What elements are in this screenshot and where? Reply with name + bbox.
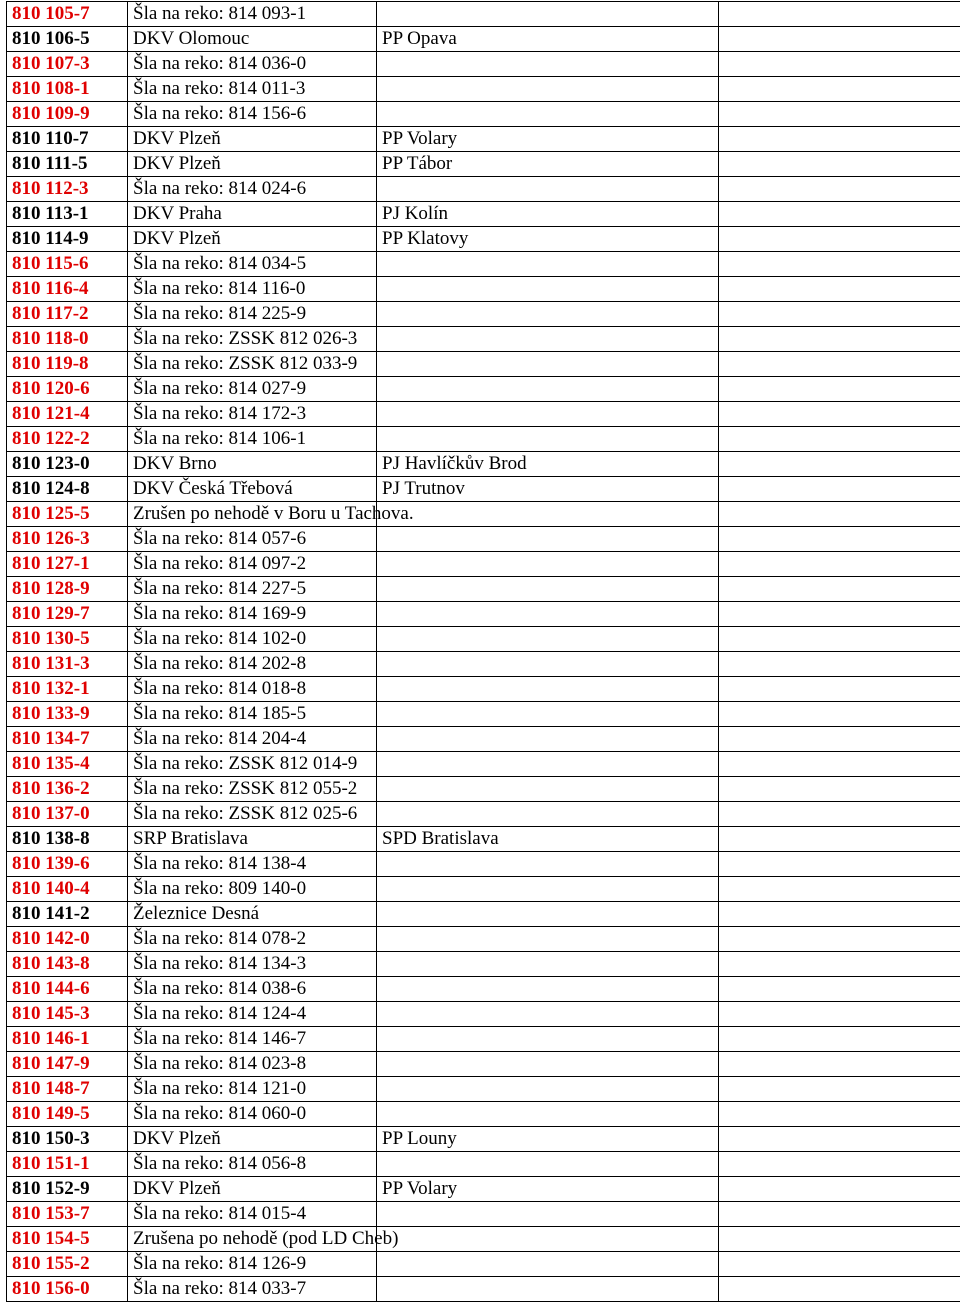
table-row [7, 1152, 960, 1177]
empty-cell [719, 477, 960, 502]
status-note: Šla na reko: 814 033-7 [128, 1277, 377, 1302]
status-note: Šla na reko: 809 140-0 [128, 877, 377, 902]
table-row [7, 1102, 960, 1127]
empty-cell [719, 677, 960, 702]
table-row [7, 1052, 960, 1077]
locomotive-number: 810 139-6 [7, 852, 128, 877]
empty-cell [719, 702, 960, 727]
status-note: DKV Plzeň [128, 227, 377, 252]
table-row [7, 1252, 960, 1277]
depot-unit [377, 1277, 719, 1302]
empty-cell [719, 527, 960, 552]
depot-unit [377, 327, 719, 352]
depot-unit [377, 427, 719, 452]
status-note: Šla na reko: 814 138-4 [128, 852, 377, 877]
empty-cell [719, 227, 960, 252]
table-row [7, 152, 960, 177]
depot-unit: PP Opava [377, 27, 719, 52]
depot-unit [377, 977, 719, 1002]
table-row [7, 1227, 960, 1252]
status-note: Šla na reko: 814 057-6 [128, 527, 377, 552]
depot-unit [377, 352, 719, 377]
locomotive-number: 810 138-8 [7, 827, 128, 852]
depot-unit: PP Volary [377, 1177, 719, 1202]
table-row [7, 552, 960, 577]
depot-unit [377, 2, 719, 27]
empty-cell [719, 452, 960, 477]
empty-cell [719, 1052, 960, 1077]
depot-unit [377, 77, 719, 102]
locomotive-number: 810 129-7 [7, 602, 128, 627]
status-note: Šla na reko: 814 227-5 [128, 577, 377, 602]
locomotive-number: 810 128-9 [7, 577, 128, 602]
depot-unit [377, 1202, 719, 1227]
table-row [7, 402, 960, 427]
locomotive-number: 810 144-6 [7, 977, 128, 1002]
table-row [7, 852, 960, 877]
status-note: Šla na reko: 814 134-3 [128, 952, 377, 977]
depot-unit [377, 1252, 719, 1277]
status-note: Šla na reko: 814 036-0 [128, 52, 377, 77]
depot-unit: PJ Havlíčkův Brod [377, 452, 719, 477]
empty-cell [719, 852, 960, 877]
empty-cell [719, 877, 960, 902]
status-note: Šla na reko: 814 060-0 [128, 1102, 377, 1127]
locomotive-number: 810 118-0 [7, 327, 128, 352]
depot-unit [377, 1227, 719, 1252]
empty-cell [719, 127, 960, 152]
table-row [7, 127, 960, 152]
status-note: Šla na reko: 814 078-2 [128, 927, 377, 952]
status-note: Šla na reko: 814 056-8 [128, 1152, 377, 1177]
table-row [7, 477, 960, 502]
empty-cell [719, 102, 960, 127]
table-row [7, 327, 960, 352]
empty-cell [719, 902, 960, 927]
locomotive-number: 810 131-3 [7, 652, 128, 677]
locomotive-number: 810 148-7 [7, 1077, 128, 1102]
locomotive-number: 810 111-5 [7, 152, 128, 177]
status-note: Železnice Desná [128, 902, 377, 927]
empty-cell [719, 952, 960, 977]
empty-cell [719, 377, 960, 402]
empty-cell [719, 77, 960, 102]
table-row [7, 677, 960, 702]
depot-unit: PP Klatovy [377, 227, 719, 252]
locomotive-number: 810 136-2 [7, 777, 128, 802]
status-note: DKV Brno [128, 452, 377, 477]
status-note: Šla na reko: 814 034-5 [128, 252, 377, 277]
locomotive-number: 810 120-6 [7, 377, 128, 402]
status-note: Šla na reko: 814 097-2 [128, 552, 377, 577]
status-note: Šla na reko: 814 106-1 [128, 427, 377, 452]
locomotive-number: 810 105-7 [7, 2, 128, 27]
table-row [7, 802, 960, 827]
depot-unit [377, 252, 719, 277]
empty-cell [719, 1102, 960, 1127]
status-note: Šla na reko: 814 018-8 [128, 677, 377, 702]
locomotive-number: 810 107-3 [7, 52, 128, 77]
depot-unit [377, 1102, 719, 1127]
table-row [7, 277, 960, 302]
table-row [7, 177, 960, 202]
depot-unit [377, 852, 719, 877]
empty-cell [719, 827, 960, 852]
table-row [7, 827, 960, 852]
empty-cell [719, 52, 960, 77]
depot-unit [377, 377, 719, 402]
locomotive-number: 810 153-7 [7, 1202, 128, 1227]
depot-unit [377, 1027, 719, 1052]
status-note: Šla na reko: 814 024-6 [128, 177, 377, 202]
status-note: DKV Praha [128, 202, 377, 227]
depot-unit [377, 1152, 719, 1177]
depot-unit [377, 302, 719, 327]
locomotive-number: 810 134-7 [7, 727, 128, 752]
depot-unit: PJ Trutnov [377, 477, 719, 502]
depot-unit: SPD Bratislava [377, 827, 719, 852]
empty-cell [719, 177, 960, 202]
table-row [7, 1127, 960, 1152]
empty-cell [719, 652, 960, 677]
table-row [7, 452, 960, 477]
empty-cell [719, 1152, 960, 1177]
table-row [7, 202, 960, 227]
locomotive-number: 810 125-5 [7, 502, 128, 527]
status-note: Šla na reko: 814 204-4 [128, 727, 377, 752]
empty-cell [719, 427, 960, 452]
table-row [7, 352, 960, 377]
status-note: Šla na reko: 814 225-9 [128, 302, 377, 327]
empty-cell [719, 727, 960, 752]
depot-unit [377, 527, 719, 552]
status-note: Šla na reko: 814 169-9 [128, 602, 377, 627]
table-row [7, 577, 960, 602]
locomotive-number: 810 117-2 [7, 302, 128, 327]
table-row [7, 252, 960, 277]
depot-unit [377, 802, 719, 827]
empty-cell [719, 1002, 960, 1027]
locomotive-number: 810 110-7 [7, 127, 128, 152]
empty-cell [719, 1227, 960, 1252]
empty-cell [719, 152, 960, 177]
locomotive-number: 810 145-3 [7, 1002, 128, 1027]
locomotive-number: 810 152-9 [7, 1177, 128, 1202]
depot-unit [377, 952, 719, 977]
status-note: Šla na reko: 814 023-8 [128, 1052, 377, 1077]
empty-cell [719, 502, 960, 527]
depot-unit [377, 577, 719, 602]
depot-unit [377, 552, 719, 577]
locomotive-number: 810 108-1 [7, 77, 128, 102]
empty-cell [719, 802, 960, 827]
status-note: Šla na reko: 814 124-4 [128, 1002, 377, 1027]
locomotive-number: 810 156-0 [7, 1277, 128, 1302]
locomotive-number: 810 122-2 [7, 427, 128, 452]
empty-cell [719, 1252, 960, 1277]
table-row [7, 377, 960, 402]
locomotive-number: 810 151-1 [7, 1152, 128, 1177]
depot-unit: PP Volary [377, 127, 719, 152]
depot-unit [377, 102, 719, 127]
status-note: Šla na reko: ZSSK 812 033-9 [128, 352, 377, 377]
register-body [7, 2, 960, 1302]
status-note: Šla na reko: ZSSK 812 014-9 [128, 752, 377, 777]
depot-unit [377, 727, 719, 752]
table-row [7, 77, 960, 102]
depot-unit: PP Louny [377, 1127, 719, 1152]
table-row [7, 1002, 960, 1027]
table-row [7, 302, 960, 327]
locomotive-number: 810 154-5 [7, 1227, 128, 1252]
locomotive-number: 810 146-1 [7, 1027, 128, 1052]
status-note: Zrušena po nehodě (pod LD Cheb) [128, 1227, 377, 1252]
status-note: Šla na reko: 814 093-1 [128, 2, 377, 27]
status-note: Šla na reko: ZSSK 812 055-2 [128, 777, 377, 802]
empty-cell [719, 577, 960, 602]
locomotive-number: 810 123-0 [7, 452, 128, 477]
table-row [7, 652, 960, 677]
status-note: Šla na reko: 814 038-6 [128, 977, 377, 1002]
empty-cell [719, 1277, 960, 1302]
table-row [7, 1202, 960, 1227]
status-note: DKV Česká Třebová [128, 477, 377, 502]
depot-unit: PP Tábor [377, 152, 719, 177]
empty-cell [719, 327, 960, 352]
empty-cell [719, 402, 960, 427]
table-row [7, 777, 960, 802]
status-note: Šla na reko: 814 011-3 [128, 77, 377, 102]
status-note: Šla na reko: 814 172-3 [128, 402, 377, 427]
status-note: Šla na reko: 814 146-7 [128, 1027, 377, 1052]
empty-cell [719, 602, 960, 627]
depot-unit [377, 702, 719, 727]
table-row [7, 27, 960, 52]
status-note: Šla na reko: 814 185-5 [128, 702, 377, 727]
status-note: DKV Plzeň [128, 127, 377, 152]
locomotive-number: 810 126-3 [7, 527, 128, 552]
depot-unit [377, 177, 719, 202]
locomotive-number: 810 130-5 [7, 627, 128, 652]
table-row [7, 977, 960, 1002]
empty-cell [719, 1027, 960, 1052]
table-row [7, 427, 960, 452]
table-row [7, 752, 960, 777]
table-row [7, 877, 960, 902]
empty-cell [719, 977, 960, 1002]
status-note: SRP Bratislava [128, 827, 377, 852]
depot-unit [377, 777, 719, 802]
depot-unit [377, 902, 719, 927]
table-row [7, 527, 960, 552]
depot-unit [377, 627, 719, 652]
depot-unit [377, 752, 719, 777]
locomotive-number: 810 116-4 [7, 277, 128, 302]
table-row [7, 2, 960, 27]
table-row [7, 902, 960, 927]
locomotive-number: 810 135-4 [7, 752, 128, 777]
depot-unit [377, 52, 719, 77]
empty-cell [719, 352, 960, 377]
table-row [7, 502, 960, 527]
empty-cell [719, 27, 960, 52]
status-note: Šla na reko: 814 015-4 [128, 1202, 377, 1227]
table-row [7, 1077, 960, 1102]
table-row [7, 927, 960, 952]
status-note: Šla na reko: 814 156-6 [128, 102, 377, 127]
locomotive-number: 810 115-6 [7, 252, 128, 277]
locomotive-number: 810 141-2 [7, 902, 128, 927]
status-note: Šla na reko: 814 116-0 [128, 277, 377, 302]
empty-cell [719, 777, 960, 802]
depot-unit [377, 1052, 719, 1077]
empty-cell [719, 302, 960, 327]
depot-unit [377, 277, 719, 302]
locomotive-number: 810 119-8 [7, 352, 128, 377]
locomotive-number: 810 127-1 [7, 552, 128, 577]
status-note: Šla na reko: 814 126-9 [128, 1252, 377, 1277]
empty-cell [719, 927, 960, 952]
empty-cell [719, 2, 960, 27]
status-note: Zrušen po nehodě v Boru u Tachova. [128, 502, 377, 527]
locomotive-number: 810 113-1 [7, 202, 128, 227]
locomotive-number: 810 112-3 [7, 177, 128, 202]
empty-cell [719, 1202, 960, 1227]
depot-unit [377, 1002, 719, 1027]
locomotive-number: 810 132-1 [7, 677, 128, 702]
locomotive-number: 810 143-8 [7, 952, 128, 977]
table-row [7, 102, 960, 127]
locomotive-number: 810 155-2 [7, 1252, 128, 1277]
locomotive-number: 810 124-8 [7, 477, 128, 502]
empty-cell [719, 252, 960, 277]
depot-unit [377, 677, 719, 702]
table-row [7, 1177, 960, 1202]
locomotive-number: 810 106-5 [7, 27, 128, 52]
table-row [7, 702, 960, 727]
table-row [7, 227, 960, 252]
depot-unit [377, 927, 719, 952]
locomotive-register-table [6, 1, 960, 1302]
status-note: Šla na reko: 814 121-0 [128, 1077, 377, 1102]
status-note: Šla na reko: 814 202-8 [128, 652, 377, 677]
locomotive-number: 810 121-4 [7, 402, 128, 427]
table-row [7, 952, 960, 977]
depot-unit [377, 602, 719, 627]
depot-unit: PJ Kolín [377, 202, 719, 227]
locomotive-number: 810 114-9 [7, 227, 128, 252]
depot-unit [377, 502, 719, 527]
status-note: Šla na reko: ZSSK 812 025-6 [128, 802, 377, 827]
status-note: Šla na reko: 814 027-9 [128, 377, 377, 402]
locomotive-number: 810 147-9 [7, 1052, 128, 1077]
locomotive-number: 810 142-0 [7, 927, 128, 952]
locomotive-number: 810 109-9 [7, 102, 128, 127]
table-row [7, 1277, 960, 1302]
status-note: Šla na reko: 814 102-0 [128, 627, 377, 652]
depot-unit [377, 652, 719, 677]
empty-cell [719, 1077, 960, 1102]
depot-unit [377, 402, 719, 427]
empty-cell [719, 277, 960, 302]
empty-cell [719, 202, 960, 227]
locomotive-number: 810 137-0 [7, 802, 128, 827]
status-note: DKV Plzeň [128, 152, 377, 177]
table-row [7, 52, 960, 77]
status-note: DKV Plzeň [128, 1127, 377, 1152]
status-note: DKV Olomouc [128, 27, 377, 52]
status-note: Šla na reko: ZSSK 812 026-3 [128, 327, 377, 352]
empty-cell [719, 552, 960, 577]
status-note: DKV Plzeň [128, 1177, 377, 1202]
locomotive-number: 810 133-9 [7, 702, 128, 727]
empty-cell [719, 1177, 960, 1202]
depot-unit [377, 1077, 719, 1102]
table-row [7, 602, 960, 627]
table-row [7, 627, 960, 652]
table-row [7, 1027, 960, 1052]
locomotive-number: 810 149-5 [7, 1102, 128, 1127]
table-row [7, 727, 960, 752]
depot-unit [377, 877, 719, 902]
locomotive-number: 810 140-4 [7, 877, 128, 902]
empty-cell [719, 752, 960, 777]
locomotive-number: 810 150-3 [7, 1127, 128, 1152]
empty-cell [719, 1127, 960, 1152]
empty-cell [719, 627, 960, 652]
